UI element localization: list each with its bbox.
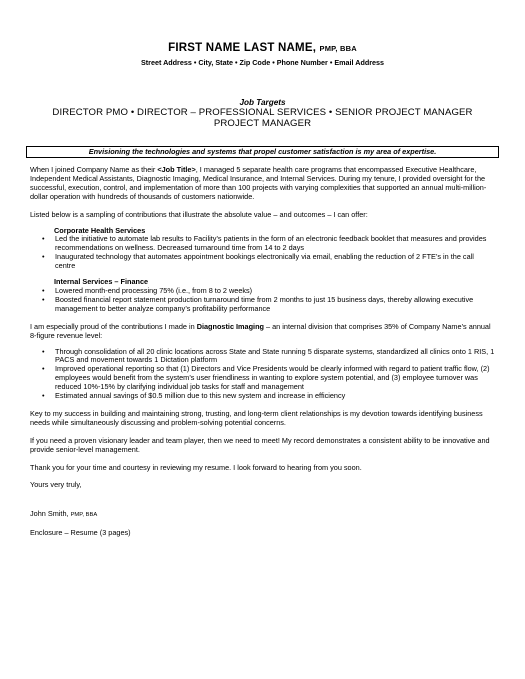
contact-line: Street Address • City, State • Zip Code • Phone Number • Email Address <box>140 58 385 67</box>
corporate-heading: Corporate Health Services <box>54 225 146 235</box>
list-item: • Improved operational reporting so that (1) Directors and Vice Presidents would be clearly informed with regard to patient traffic flow, (2) employees would benefit from the system’s user friendliness in wanting to explore system potential, and (3) employee turnover was reduced 10%-15% by clarifying individual job tasks for staff and management <box>42 365 495 392</box>
enclosure-line: Enclosure – Resume (3 pages) <box>30 528 131 538</box>
intro-job-title: <Job Title> <box>157 165 196 174</box>
letter-body <box>30 166 495 538</box>
applicant-name-heading <box>30 42 495 55</box>
job-targets-line-1: DIRECTOR PMO • DIRECTOR – PROFESSIONAL SERVICES • SENIOR PROJECT MANAGER <box>52 107 473 118</box>
applicant-name: FIRST NAME LAST NAME, <box>168 42 317 54</box>
list-item: • Led the initiative to automate lab results to Facility’s patients in the form of an electronic feedback booklet that measures and provides recommendations on wellness. Decreased turnaround time from 14 to 2 days <box>42 235 495 253</box>
closing: Yours very truly, <box>30 480 82 490</box>
job-targets-label: Job Targets <box>239 98 286 107</box>
intro-post: , I managed 5 separate health care programs that encompassed Executive Healthcare, Independent Medical Assistants, Diagnostic Imaging, Medical Insurance, and Internal Services. During my tenure, I provided oversight for the successful, execution, control, and implementation of more than 100 projects with varying complexities that supported an annual multi-million-dollar operation with hundreds of thousands of customers nationwide. <box>30 165 487 201</box>
cover-letter-page <box>0 42 525 679</box>
internal-heading: Internal Services – Finance <box>54 277 149 287</box>
thanks-paragraph: Thank you for your time and courtesy in reviewing my resume. I look forward to hearing from you soon. <box>30 462 362 472</box>
proud-pre: I am especially proud of the contributions I made in <box>30 321 197 331</box>
list-item: • Lowered month-end processing 75% (i.e., from 8 to 2 weeks) <box>42 287 495 296</box>
signature-name: John Smith, <box>30 509 69 519</box>
key-paragraph: Key to my success in building and maintaining strong, trusting, and long-term client relationships is my devotion towards identifying business needs while simultaneously discussing and problem-solving potential concerns. <box>30 408 483 427</box>
intro-pre: When I joined Company Name as their <box>30 165 158 174</box>
intro-paragraph <box>30 166 495 202</box>
need-paragraph: If you need a proven visionary leader and team player, then we need to meet! My record demonstrates a consistent ability to be innovative and provide senior-level management. <box>30 435 490 454</box>
list-item: • Through consolidation of all 20 clinic locations across State and State running 5 disparate systems, standardized all clinics onto 1 RIS, 1 PACS and movement towards 1 Dictation platform <box>42 348 495 366</box>
job-targets <box>30 98 495 129</box>
internal-list <box>42 287 495 314</box>
proud-division: Diagnostic Imaging <box>196 321 265 331</box>
job-targets-line-2: PROJECT MANAGER <box>213 117 312 129</box>
expertise-banner: Envisioning the technologies and systems that propel customer satisfaction is my area of expertise. <box>26 146 499 158</box>
listed-paragraph: Listed below is a sampling of contributions that illustrate the absolute value – and outcomes – I can offer: <box>30 209 368 219</box>
list-item: • Inaugurated technology that automates appointment bookings electronically via email, enabling the reduction of 2 FTE’s in the call centre <box>42 253 495 271</box>
list-item: • Estimated annual savings of $0.5 million due to this new system and increase in efficiency <box>42 392 495 401</box>
proud-post: – an internal division that comprises 35% of Company Name’s annual 8-figure revenue level: <box>30 321 491 340</box>
corporate-list <box>42 235 495 271</box>
signature <box>30 510 495 520</box>
diagnostic-list <box>42 348 495 401</box>
signature-credentials: PMP, BBA <box>70 512 98 519</box>
applicant-credentials: PMP, BBA <box>319 44 357 53</box>
list-item: • Boosted financial report statement production turnaround time from 2 months to just 15 business days, thereby allowing executive management to better analyze company’s profitability performance <box>42 296 495 314</box>
proud-paragraph <box>30 323 495 341</box>
